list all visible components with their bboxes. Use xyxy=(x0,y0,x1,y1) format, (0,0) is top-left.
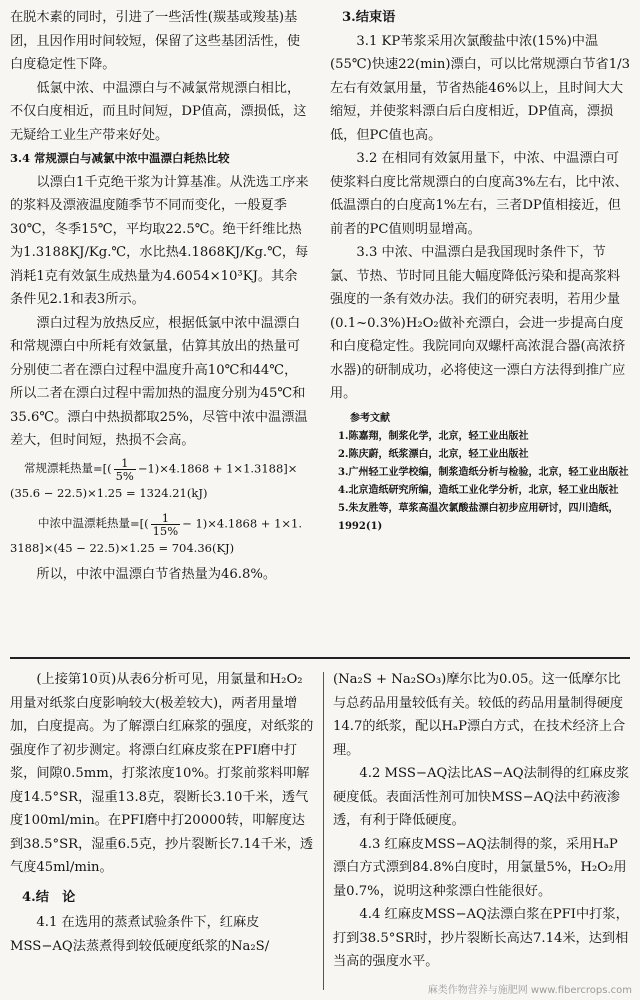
formula-medium-consistency: 中浓中温漂耗热量=[( $\frac{1}{15\%}$ − 1)×4.1868 + 1×1. xyxy=(38,510,303,538)
continued-paragraph: (上接第10页)从表6分析可见，用氯量和H₂O₂用量对纸浆白度影响较大(极差较大)，两者用量增加，白度提高。为了解漂白红麻浆的强度，对纸浆的强度作了初步测定。将漂白红麻皮浆在PFI磨中打浆，间隙0.5mm，打浆浓度10%。打浆前浆料叩解度14.5°SR，湿重13.8克，裂断长3.10千米，透气度100ml/min。在PFI磨中打20000转，叩解度达到38.5°SR，湿重6.5克，抄片裂断长7.14千米，透气度45ml/min。 xyxy=(10,672,314,875)
reference-item: 3.广州轻工业学校编，制浆造纸分析与检验，北京，轻工业出版社 xyxy=(338,466,629,478)
top-left-column xyxy=(10,6,310,586)
conclusion-4-3: 4.3 红麻皮MSS−AQ法制得的浆，采用HₐP漂白方式漂到84.8%白度时，用氯量5%，H₂O₂用量0.7%，说明这种浆漂白性能很好。 xyxy=(333,836,627,899)
formula-conventional: 常规漂耗热量=[( $\frac{1}{5\%}$ −1)×4.1868 + 1×1.3188]× xyxy=(24,455,298,483)
paragraph-saving-result: 所以，中浓中温漂白节省热量为46.8%。 xyxy=(36,566,277,582)
fraction-denominator: 15% xyxy=(152,523,179,538)
fraction-numerator: 1 xyxy=(114,457,136,470)
reference-item: 5.朱友胜等，草浆高温次氯酸盐漂白初步应用研讨，四川造纸，1992(1) xyxy=(338,502,619,532)
fraction-numerator: 1 xyxy=(151,512,181,525)
conclusion-3-1: 3.1 KP苇浆采用次氯酸盐中浓(15%)中温(55℃)快速22(min)漂白，可以比常规漂白节省1/3左右有效氯用量，节省热能46%以上，且时间大大缩短，并使浆料漂白后白度相近，DP值高，漂损低，但PC值也高。 xyxy=(330,33,630,143)
formula-label: 常规漂耗热量 xyxy=(24,461,93,475)
paragraph-continued: 在脱木素的同时，引进了一些活性(羰基或羧基)基团，且因作用时间较短，保留了这些基团活性，使白度稳定性下降。 xyxy=(10,10,301,72)
conclusion-3-2: 3.2 在相同有效氯用量下，中浓、中温漂白可使浆料白度比常规漂白的白度高3%左右，比中浓、低温漂白的白度高1%左右，三者DP值相接近，但前者的PC值则明显增高。 xyxy=(330,151,628,237)
conclusion-4-1-continued: (Na₂S + Na₂SO₃)摩尔比为0.05。这一低摩尔比与总药品用量较低有关。较低的药品用量制得硬度14.7的纸浆，配以HₐP漂白方式，在技术经济上合理。 xyxy=(333,672,626,758)
formula-rest: − 1)×4.1868 + 1×1. xyxy=(182,516,303,530)
fraction-denominator: 5% xyxy=(115,468,134,483)
section-heading-3-4: 3.4 常规漂白与减氯中浓中温漂白耗热比较 xyxy=(10,151,230,165)
watermark: 麻类作物营养与施肥网 www.fibercrops.com xyxy=(427,985,632,996)
references xyxy=(330,410,630,536)
formula-rest: −1)×4.1868 + 1×1.3188]× xyxy=(137,461,298,475)
formula-conventional-line2: (35.6 − 22.5)×1.25 = 1324.21(kJ) xyxy=(10,485,208,500)
reference-item: 2.陈庆蔚，纸浆漂白，北京，轻工业出版社 xyxy=(338,448,529,460)
conclusion-4-4: 4.4 红麻皮MSS−AQ法漂白浆在PFI中打浆，打到38.5°SR时，抄片裂断长高达7.14米，达到相当高的强度水平。 xyxy=(333,907,629,969)
formula-label: 中浓中温漂耗热量 xyxy=(38,516,130,530)
bottom-right-column xyxy=(333,668,630,974)
reference-item: 4.北京造纸研究所编，造纸工业化学分析，北京，轻工业出版社 xyxy=(338,484,619,496)
paragraph-calculation-basis: 以漂白1千克绝干浆为计算基准。从洗选工序来的浆料及漂液温度随季节不同而变化，一般夏季30℃，冬季15℃，平均取22.5℃。绝干纤维比热为1.3188KJ/Kg.℃，水比热4.1868KJ/Kg.℃，每消耗1克有效氯生成热量为4.6054×10³KJ。其余条件见2.1和表3所示。 xyxy=(10,174,309,307)
section-heading-4: 4.结 论 xyxy=(22,889,76,905)
paragraph-comparison: 低氯中浓、中温漂白与不减氯常规漂白相比，不仅白度相近，而且时间短，DP值高，漂损低，这无疑给工业生产带来好处。 xyxy=(10,80,307,143)
references-title: 参考文献 xyxy=(350,412,390,424)
formula-medium-consistency-line2: 3188]×(45 − 22.5)×1.25 = 704.36(KJ) xyxy=(10,540,235,555)
top-right-column xyxy=(330,6,630,536)
bottom-left-column xyxy=(10,668,315,958)
reference-item: 1.陈嘉翔，制浆化学，北京，轻工业出版社 xyxy=(338,430,529,442)
paragraph-heat-analysis: 漂白过程为放热反应，根据低氯中浓中温漂白和常规漂白中所耗有效氯量，估算其放出的热量可分别使二者在漂白过程中温度升高10℃和44℃，所以二者在漂白过程中需加热的温度分别为45℃和35.6℃。漂白中热损都取25%，尽管中浓中温漂温差大，但时间短，热损不会高。 xyxy=(10,315,308,448)
column-divider xyxy=(323,672,324,990)
conclusion-4-1: 4.1 在选用的蒸煮试验条件下，红麻皮MSS−AQ法蒸煮得到较低硬度纸浆的Na₂S/ xyxy=(10,915,270,954)
section-heading-3: 3.结束语 xyxy=(342,10,396,25)
section-divider xyxy=(10,657,630,659)
conclusion-4-2: 4.2 MSS−AQ法比AS−AQ法制得的红麻皮浆硬度低。表面活性剂可加快MSS−AQ法中药液渗透，有利于降低硬度。 xyxy=(333,766,630,828)
conclusion-3-3: 3.3 中浓、中温漂白是我国现时条件下，节氯、节热、节时同且能大幅度降低污染和提高浆料强度的一条有效办法。我们的研究表明，若用少量(0.1~0.3%)H₂O₂做补充漂白，会进一步提高白度和白度稳定性。我院同向双螺杆高浓混合器(高浓挤水器)的研制成功，必将使这一漂白方法得到推广应用。 xyxy=(330,245,626,401)
